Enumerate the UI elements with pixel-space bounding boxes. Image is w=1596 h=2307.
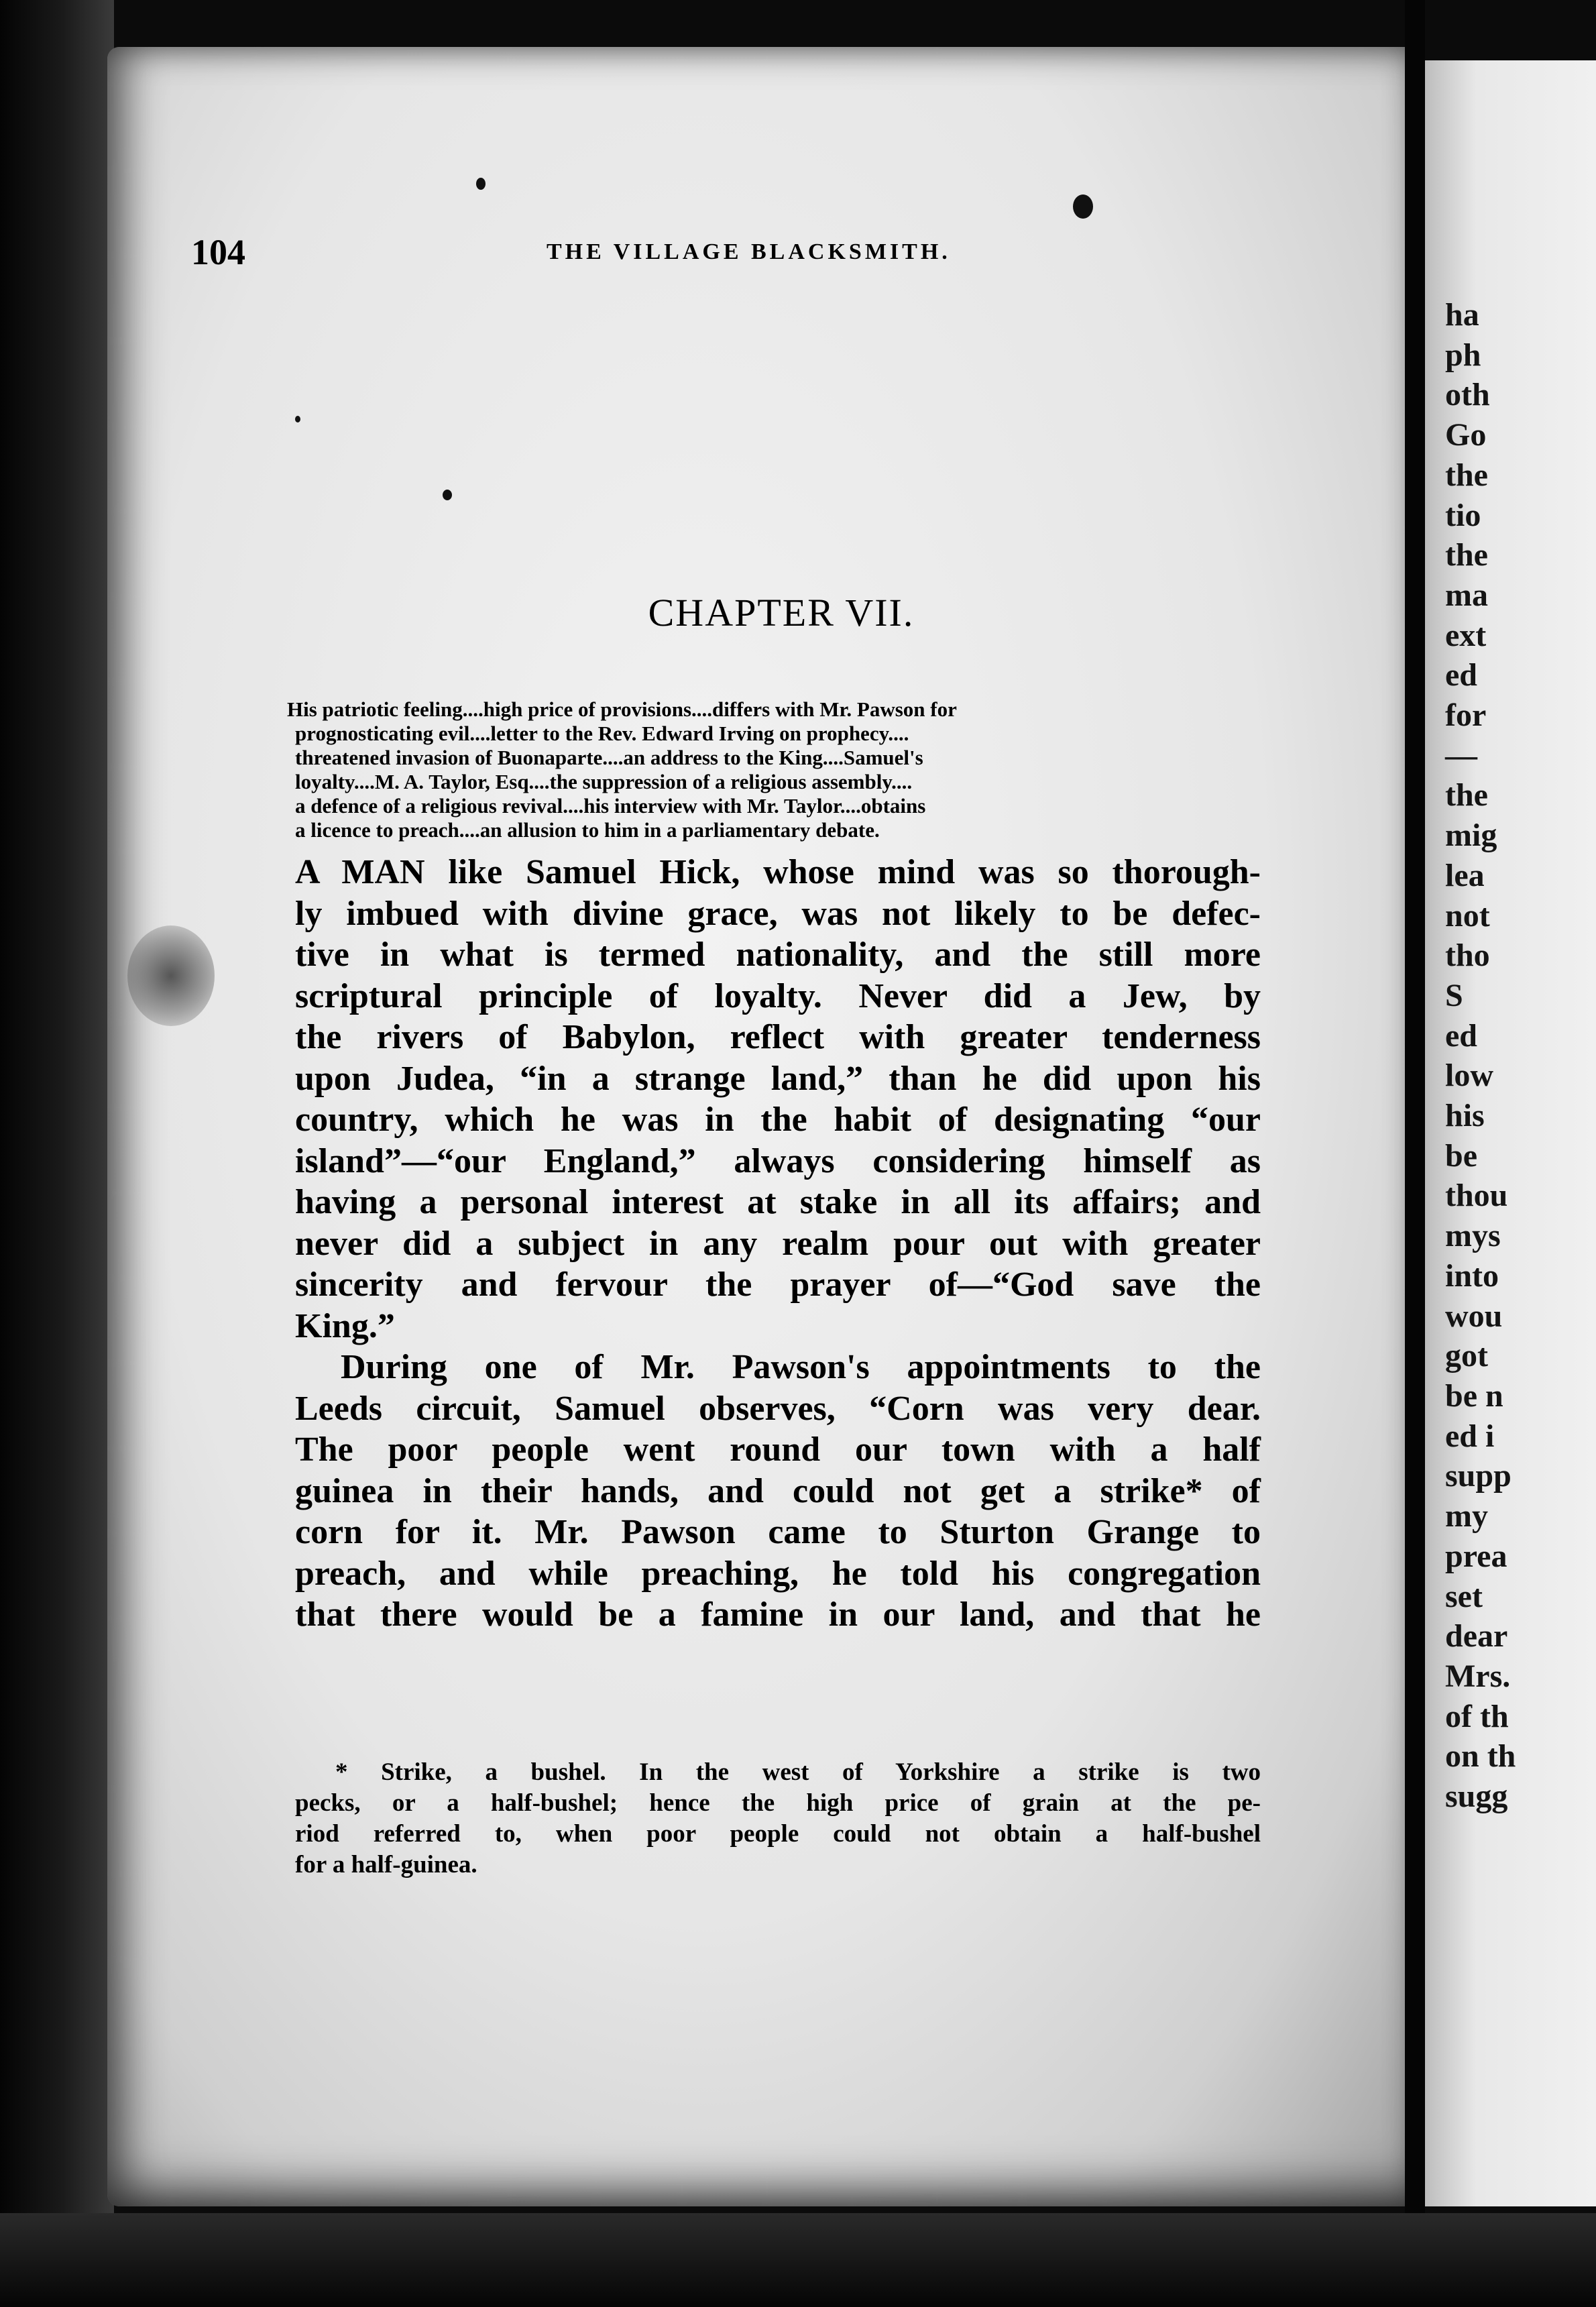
facing-line: got <box>1445 1338 1488 1374</box>
footnote-line: for a half-guinea. <box>295 1851 477 1878</box>
facing-line: ext <box>1445 617 1487 653</box>
facing-line: set <box>1445 1578 1483 1614</box>
facing-line: thou <box>1445 1178 1508 1214</box>
body-line: island”—“our England,” always considering himself as <box>295 1141 1261 1180</box>
body-line: corn for it. Mr. Pawson came to Sturton Grange to <box>295 1513 1261 1551</box>
facing-line: ed <box>1445 1017 1477 1054</box>
facing-line: be n <box>1445 1377 1503 1414</box>
facing-line: the <box>1445 777 1488 813</box>
facing-line: S <box>1445 977 1463 1013</box>
facing-line: lea <box>1445 857 1485 893</box>
facing-line: of th <box>1445 1698 1509 1734</box>
facing-line: oth <box>1445 377 1490 413</box>
body-line: country, which he was in the habit of designating “our <box>295 1101 1261 1139</box>
facing-line: dear <box>1445 1618 1508 1654</box>
chapter-synopsis <box>287 697 1267 842</box>
body-line: guinea in their hands, and could not get a strike* of <box>295 1471 1261 1510</box>
facing-line: ph <box>1445 337 1481 373</box>
page-gutter <box>1405 0 1425 2307</box>
facing-line: for <box>1445 697 1487 734</box>
facing-line: supp <box>1445 1458 1512 1494</box>
facing-line: mys <box>1445 1218 1501 1254</box>
facing-line: Go <box>1445 417 1487 453</box>
facing-line: prea <box>1445 1538 1507 1574</box>
facing-line: not <box>1445 897 1490 934</box>
facing-line: be <box>1445 1137 1477 1174</box>
facing-line: tho <box>1445 938 1490 974</box>
footnote-line: * Strike, a bushel. In the west of Yorkshire a strike is two <box>335 1758 1261 1786</box>
body-line: having a personal interest at stake in all its affairs; and <box>295 1183 1261 1221</box>
book-spine-edge <box>0 0 114 2307</box>
facing-line: low <box>1445 1058 1493 1094</box>
body-line: King.” <box>295 1306 395 1345</box>
body-text <box>295 852 1261 1636</box>
facing-line: Mrs. <box>1445 1658 1511 1694</box>
ink-speck <box>443 490 452 500</box>
facing-line: on th <box>1445 1738 1516 1775</box>
body-line: Leeds circuit, Samuel observes, “Corn was very dear. <box>295 1389 1261 1428</box>
footnote-line: riod referred to, when poor people could not obtain a half-bushel <box>295 1820 1261 1848</box>
facing-line: sugg <box>1445 1779 1508 1815</box>
body-line: A MAN like Samuel Hick, whose mind was so thorough- <box>295 853 1261 891</box>
facing-line: the <box>1445 457 1488 493</box>
body-line: the rivers of Babylon, reflect with greater tenderness <box>295 1018 1261 1056</box>
facing-line: mig <box>1445 818 1497 854</box>
facing-line: the <box>1445 537 1488 573</box>
facing-line: ma <box>1445 577 1488 613</box>
synopsis-line: loyalty....M. A. Taylor, Esq....the suppression of a religious assembly.... <box>295 770 913 793</box>
body-line: ly imbued with divine grace, was not likely to be defec- <box>295 894 1261 933</box>
ink-speck <box>476 178 486 190</box>
footnote <box>295 1757 1261 1880</box>
synopsis-line: a licence to preach....an allusion to him in a parliamentary debate. <box>295 818 880 842</box>
scan-bottom-edge <box>0 2213 1596 2307</box>
facing-line: — <box>1445 737 1477 773</box>
ink-blot <box>127 925 215 1026</box>
chapter-title: CHAPTER VII. <box>648 591 915 634</box>
facing-page-text <box>1445 295 1596 1817</box>
running-title: THE VILLAGE BLACKSMITH. <box>547 239 951 264</box>
facing-line: tio <box>1445 497 1481 533</box>
body-line: preach, and while preaching, he told his congregation <box>295 1554 1261 1593</box>
body-line: that there would be a famine in our land, and that he <box>295 1595 1261 1634</box>
facing-line: wou <box>1445 1298 1503 1334</box>
body-line: scriptural principle of loyalty. Never did a Jew, by <box>295 976 1261 1015</box>
facing-line: his <box>1445 1098 1485 1134</box>
facing-line: ed <box>1445 657 1477 693</box>
page-number: 104 <box>191 232 245 272</box>
body-line: never did a subject in any realm pour out with greater <box>295 1224 1261 1263</box>
synopsis-line: a defence of a religious revival....his interview with Mr. Taylor....obtains <box>295 794 926 818</box>
ink-speck <box>1073 194 1093 219</box>
body-line: upon Judea, “in a strange land,” than he did upon his <box>295 1059 1261 1098</box>
ink-speck <box>295 416 300 423</box>
synopsis-line: prognosticating evil....letter to the Rev. Edward Irving on prophecy.... <box>295 722 909 745</box>
synopsis-line: threatened invasion of Buonaparte....an address to the King....Samuel's <box>295 746 923 769</box>
footnote-line: pecks, or a half-bushel; hence the high price of grain at the pe- <box>295 1789 1261 1817</box>
body-line: The poor people went round our town with a half <box>295 1430 1261 1469</box>
facing-line: into <box>1445 1257 1499 1294</box>
facing-line: ha <box>1445 297 1479 333</box>
facing-line: ed i <box>1445 1418 1495 1454</box>
body-line: sincerity and fervour the prayer of—“God save the <box>295 1265 1261 1304</box>
body-line: During one of Mr. Pawson's appointments to the <box>341 1348 1261 1386</box>
body-line: tive in what is termed nationality, and the still more <box>295 936 1261 974</box>
facing-line: my <box>1445 1498 1488 1534</box>
synopsis-line: His patriotic feeling....high price of provisions....differs with Mr. Pawson for <box>287 697 957 721</box>
